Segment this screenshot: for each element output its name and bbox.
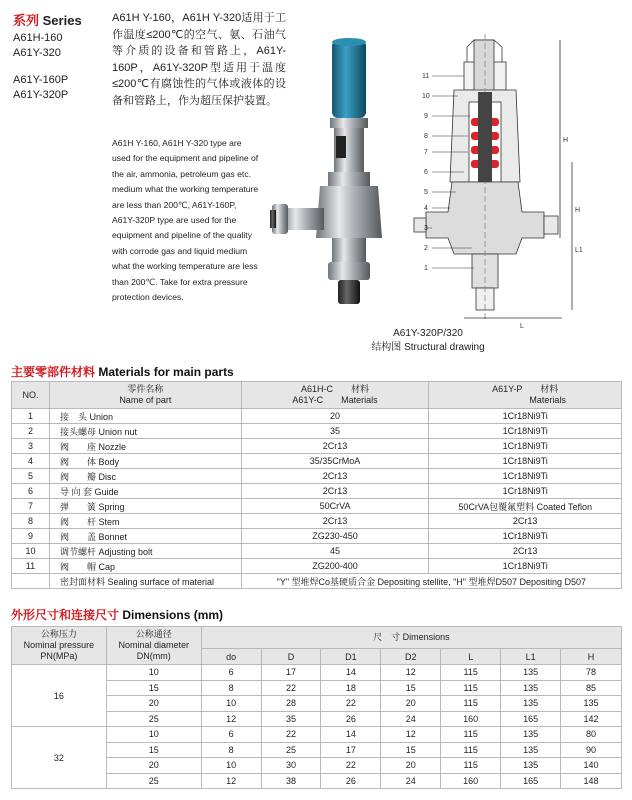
dimensions-title-zh: 外形尺寸和连接尺寸 xyxy=(11,608,120,622)
drawing-label: 11 xyxy=(422,73,430,80)
drawing-label: 1 xyxy=(424,265,428,272)
model-item: A61H-160 xyxy=(13,32,63,44)
table-row: 7 弹 簧 Spring 50CrVA 50CrVA包覆氟塑料 Coated Teflon xyxy=(12,499,622,514)
materials-title-en: Materials for main parts xyxy=(98,365,234,379)
model-item: A61Y-320P xyxy=(13,89,69,101)
cap-shape xyxy=(332,40,366,118)
caption-zh: 结构图 xyxy=(371,342,402,353)
table-row: 1 接 头 Union 20 1Cr18Ni9Ti xyxy=(12,409,622,424)
pn-cell: 32 xyxy=(12,727,107,789)
dimension-label: H xyxy=(563,137,569,144)
stem-shape xyxy=(478,92,492,182)
description-en: A61H Y-160, A61H Y-320 type are used for the equipment and pipeline of the air, ammonia, petroleum gas etc. medium what the working temperature are less than 200℃, A61Y-160P, A61Y-320P type are used for the equipment and pipeline of the quality with corrode gas and liquid medium what the working temperature are less than 200℃. Take for extra pressure protection devices. xyxy=(112,138,259,303)
table-row: 15 8 25 17 15 115 135 90 xyxy=(12,742,622,758)
table-row: 2 接头螺母 Union nut 35 1Cr18Ni9Ti xyxy=(12,424,622,439)
drawing-label: 6 xyxy=(424,169,428,176)
header-dimensions: 尺 寸 Dimensions xyxy=(201,627,621,649)
header-part: 零件名称 Name of part xyxy=(49,382,241,409)
structural-drawing xyxy=(412,32,587,332)
drawing-label: 9 xyxy=(424,113,428,120)
seal-row: 密封面材料 Sealing surface of material "Y" 型堆焊Co基硬质合金 Depositing stellite, "H" 型堆焊D507 Depositing D507 xyxy=(12,574,622,589)
series-title-en: Series xyxy=(42,13,82,28)
drawing-caption xyxy=(343,327,513,355)
header-pn: 公称压力 Nominal pressure PN(MPa) xyxy=(12,627,107,665)
header-no: NO. xyxy=(12,382,50,409)
table-row: 15 8 22 18 15 115 135 85 xyxy=(12,680,622,696)
table-header-row xyxy=(12,627,622,649)
header-p-materials: A61Y-P 材料 Materials xyxy=(429,382,622,409)
table-row: 32 10 6 22 14 12 115 135 80 xyxy=(12,727,622,743)
dimension-label: L xyxy=(520,323,524,330)
table-row: 25 12 38 26 24 160 165 148 xyxy=(12,773,622,789)
series-title-zh: 系列 xyxy=(13,13,40,28)
series-title xyxy=(13,10,82,29)
materials-table xyxy=(11,381,622,589)
table-row: 25 12 35 26 24 160 165 142 xyxy=(12,711,622,727)
drawing-label: 7 xyxy=(424,149,428,156)
table-row: 16 10 6 17 14 12 115 135 78 xyxy=(12,665,622,681)
table-row: 5 阀 瓣 Disc 2Cr13 1Cr18Ni9Ti xyxy=(12,469,622,484)
dimension-label: H xyxy=(575,207,581,214)
table-row: 20 10 28 22 20 115 135 135 xyxy=(12,696,622,712)
table-header-row xyxy=(12,382,622,409)
materials-title-zh: 主要零部件材料 xyxy=(11,365,96,379)
drawing-label: 2 xyxy=(424,245,428,252)
model-item: A61Y-160P xyxy=(13,74,69,86)
caption-model: A61Y-320P/320 xyxy=(393,328,463,339)
table-row: 8 阀 杆 Stem 2Cr13 2Cr13 xyxy=(12,514,622,529)
table-header-row: do D D1 D2 L L1 H xyxy=(12,649,622,665)
table-row: 3 阀 座 Nozzle 2Cr13 1Cr18Ni9Ti xyxy=(12,439,622,454)
dimensions-title xyxy=(11,606,223,623)
table-row: 11 阀 帽 Cap ZG200-400 1Cr18Ni9Ti xyxy=(12,559,622,574)
drawing-label: 3 xyxy=(424,225,428,232)
drawing-label: 8 xyxy=(424,133,428,140)
table-row: 6 导 向 套 Guide 2Cr13 1Cr18Ni9Ti xyxy=(12,484,622,499)
drawing-label: 10 xyxy=(422,93,430,100)
drawing-label: 4 xyxy=(424,205,428,212)
table-row: 20 10 30 22 20 115 135 140 xyxy=(12,758,622,774)
dimensions-table xyxy=(11,626,622,789)
dimensions-title-en: Dimensions (mm) xyxy=(122,608,224,622)
pn-cell: 16 xyxy=(12,665,107,727)
table-row: 9 阀 盖 Bonnet ZG230-450 1Cr18Ni9Ti xyxy=(12,529,622,544)
valve-photo xyxy=(270,38,390,308)
table-row: 10 调节螺杆 Adjusting bolt 45 2Cr13 xyxy=(12,544,622,559)
materials-title xyxy=(11,363,234,380)
model-list xyxy=(13,31,68,103)
dimension-label: L1 xyxy=(575,247,583,254)
header-dn: 公称通径 Nominal diameter DN(mm) xyxy=(106,627,201,665)
description-zh: A61H Y-160，A61H Y-320适用于工作温度≤200℃的空气、氨、石油气等介质的设备和管路上，A61Y-160P，A61Y-320P型适用于温度≤200℃有腐蚀性的气体或液体的设备和管路上，作为超压保护装置。 xyxy=(112,12,286,107)
table-row: 4 阀 体 Body 35/35CrMoA 1Cr18Ni9Ti xyxy=(12,454,622,469)
drawing-label: 5 xyxy=(424,189,428,196)
header-hc-materials: A61H-C 材料 A61Y-C Materials xyxy=(241,382,429,409)
model-item: A61Y-320 xyxy=(13,47,61,59)
caption-en: Structural drawing xyxy=(404,342,485,353)
